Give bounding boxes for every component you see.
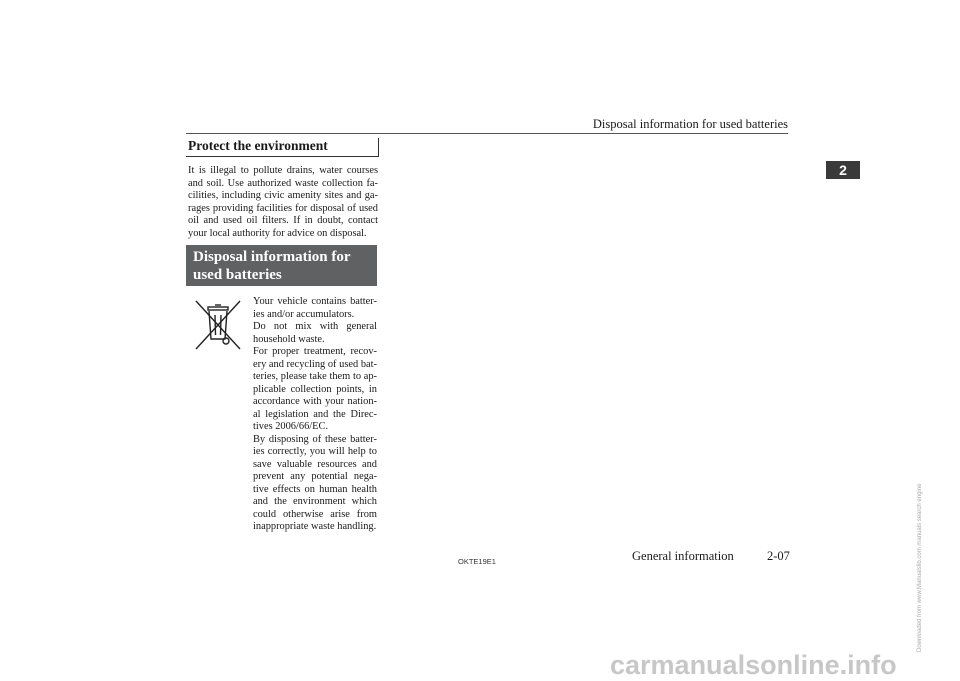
battery-disposal-text — [253, 296, 377, 534]
chapter-tab: 2 — [826, 161, 860, 179]
battery-paragraph-3: For proper treatment, recov-ery and recycling of used bat-teries, please take them to ap-plicable collection points, in accordance with your nation-al legislation and the Direc-tives 2006/66/EC. — [253, 346, 377, 432]
disposal-section-heading: Disposal information for used batteries — [186, 245, 377, 286]
header-rule — [186, 133, 788, 134]
protect-environment-heading: Protect the environment — [186, 138, 379, 157]
footer-section-name: General information — [632, 549, 734, 563]
side-watermark: Downloaded from www.Manualslib.com manuals search engine — [917, 483, 923, 652]
battery-paragraph-1: Your vehicle contains batter-ies and/or accumulators. — [253, 296, 377, 320]
crossed-out-wheelie-bin-icon — [193, 299, 243, 351]
page-number: 2-07 — [767, 549, 790, 563]
document-code: OKTE19E1 — [458, 557, 496, 566]
running-header-title: Disposal information for used batteries — [592, 117, 788, 131]
protect-environment-text: It is illegal to pollute drains, water courses and soil. Use authorized waste collection fa-cilities, including civic amenity sites and ga-rages providing facilities for disposal of used oil and used oil filters. If in doubt, contact your local authority for advice on disposal. — [188, 165, 378, 239]
battery-paragraph-4: By disposing of these batter-ies correctly, you will help to save valuable resources and prevent any potential nega-tive effects on human health and the environment which could otherwise arise from inappropriate waste handling. — [253, 433, 377, 532]
battery-paragraph-2: Do not mix with general household waste. — [253, 321, 377, 345]
site-watermark: carmanualsonline.info — [610, 650, 897, 680]
